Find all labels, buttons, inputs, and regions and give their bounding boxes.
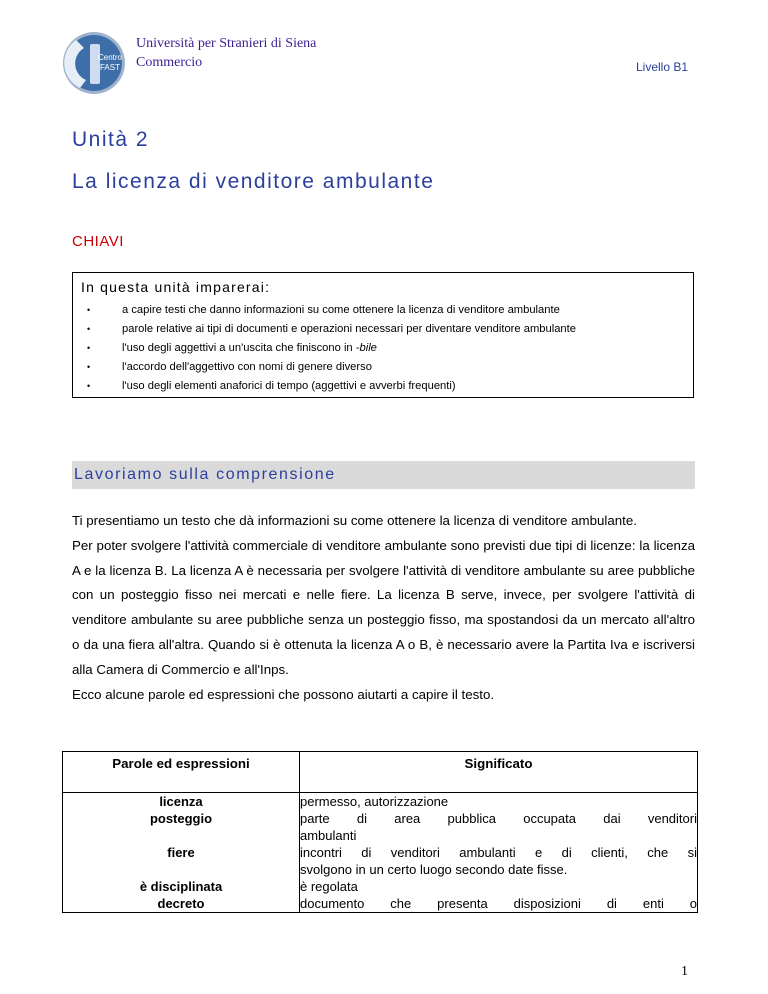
list-item: • l'uso degli aggettivi a un'uscita che finiscono in -bile [83,339,576,358]
table-row [63,793,698,913]
bile-suffix: -bile [355,342,377,354]
terms-cell [63,793,300,913]
def-posteggio-line2: ambulanti [300,828,357,843]
def-posteggio-line1: parte di area pubblica occupata dai venditori [300,811,697,826]
def-fiere-line2: svolgono in un certo luogo secondo date fisse. [300,862,568,877]
bullet-icon: • [87,324,91,334]
body-text [72,509,695,707]
header-university: Università per Stranieri di Siena [136,36,317,51]
def-disciplinata: è regolata [300,879,358,894]
column-header-meaning: Significato [300,752,698,793]
column-header-terms: Parole ed espressioni [63,752,300,793]
glossary-table [62,751,698,913]
list-item: • a capire testi che danno informazioni su come ottenere la licenza di venditore ambulante [83,301,576,320]
def-fiere-line1: incontri di venditori ambulanti e di clienti, che si [300,845,697,860]
term-decreto: decreto [157,896,205,911]
definitions-cell [300,793,698,913]
header-level: Livello B1 [636,60,689,74]
term-fiere: fiere [167,845,195,860]
table-header-row [63,752,698,793]
objectives-heading: In questa unità imparerai: [81,279,271,295]
chiavi-label: CHIAVI [72,233,124,250]
def-decreto: documento che presenta disposizioni di enti o [300,896,697,911]
section-title: Lavoriamo sulla comprensione [74,466,336,483]
term-licenza: licenza [159,794,203,809]
logo-text-line2: FAST [99,63,121,72]
bullet-icon: • [87,381,91,391]
unit-title: Unità 2 [72,128,150,151]
logo-text-line1: Centro [97,53,123,62]
paragraph-outro: Ecco alcune parole ed espressioni che possono aiutarti a capire il testo. [72,686,495,702]
page-title: La licenza di venditore ambulante [72,170,435,193]
list-item: • parole relative ai tipi di documenti e operazioni necessari per diventare venditore ambulante [83,320,576,339]
bullet-icon: • [87,362,91,372]
section-header [72,461,695,489]
def-licenza: permesso, autorizzazione [300,794,449,809]
paragraph-main: Per poter svolgere l'attività commerciale di venditore ambulante sono previsti due tipi di licenze: la licenza A e la licenza B. La licenza A è necessaria per svolgere l'attività di venditore ambulante su aree pubbliche con un posteggio fisso nei mercati e nelle fiere. La licenza B serve, invece, per svolgere l'attività di venditore ambulante su aree pubbliche senza un posteggio fisso, ma spostandosi da un mercato all'altro o da una fiera all'altra. Quando si è ottenuta la licenza A o B, è necessario avere la Partita Iva e iscriversi alla Camera di Commercio e all'Inps. [72,537,695,677]
list-item: • l'accordo dell'aggettivo con nomi di genere diverso [83,358,576,377]
bullet-icon: • [87,305,91,315]
term-posteggio: posteggio [149,811,213,826]
objectives-list [83,301,576,396]
page-number: 1 [681,964,688,979]
objectives-box [72,272,694,398]
bullet-icon: • [87,343,91,353]
list-item: • l'uso degli elementi anaforici di tempo (aggettivi e avverbi frequenti) [83,377,576,396]
term-disciplinata: è disciplinata [139,879,223,894]
header-course: Commercio [136,55,203,70]
centro-fast-logo [62,30,126,96]
paragraph-intro: Ti presentiamo un testo che dà informazioni su come ottenere la licenza di venditore ambulante. [72,513,637,528]
